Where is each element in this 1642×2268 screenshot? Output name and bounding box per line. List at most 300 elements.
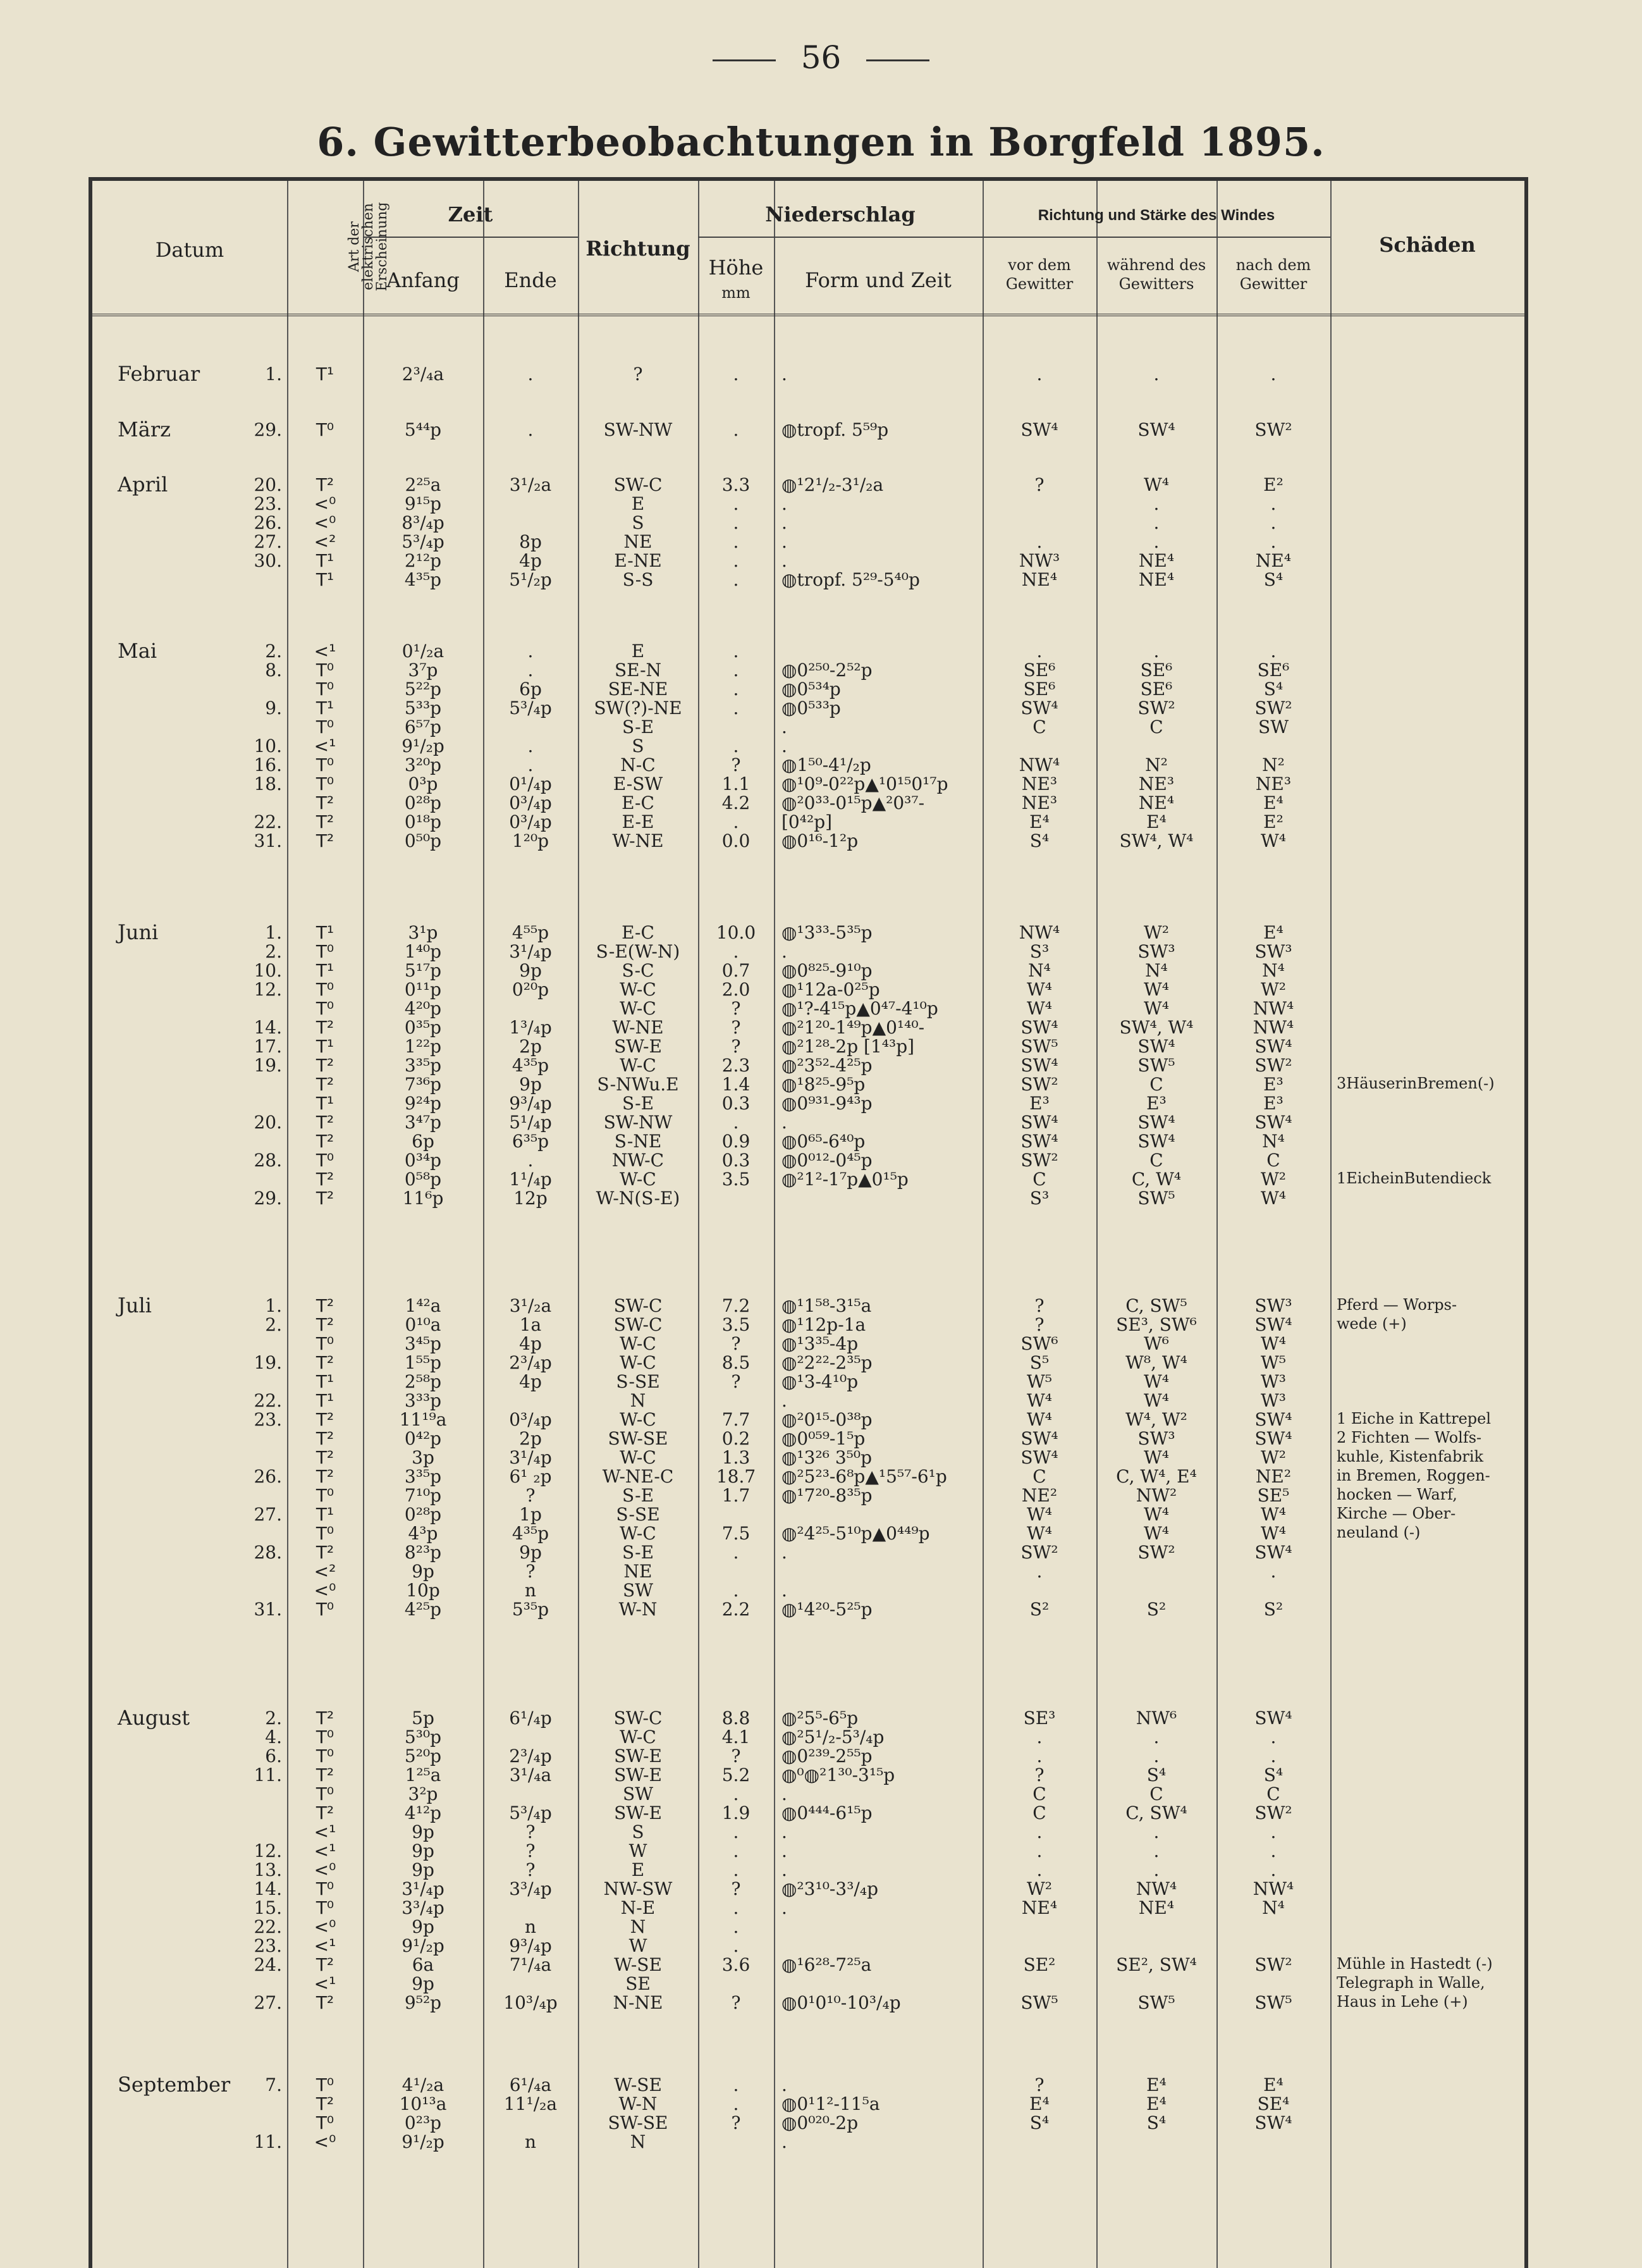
cell-vor: SE⁶ — [1023, 660, 1056, 681]
cell-form: ◍²5⁵-6⁵p — [781, 1708, 859, 1729]
cell-day — [212, 1448, 282, 1467]
cell-vor: S² — [1029, 1599, 1050, 1620]
cell-art: <¹ — [314, 641, 336, 662]
cell-ende: 0¹/₄p — [509, 773, 552, 794]
cell-art: T¹ — [316, 550, 334, 571]
cell-day: 8. — [265, 660, 282, 681]
wind-subrule — [983, 237, 1330, 238]
cell-hoehe: . — [733, 1840, 739, 1861]
cell-vor: SW² — [1020, 1150, 1058, 1171]
cell-schaeden — [1330, 532, 1531, 552]
cell-ende — [483, 513, 578, 533]
cell-waehrend: . — [1153, 1727, 1160, 1747]
cell-anfang: 10¹³a — [399, 2093, 447, 2114]
cell-nach: N² — [1262, 755, 1285, 775]
cell-schaeden — [1330, 1391, 1531, 1410]
cell-day: 12. — [254, 979, 282, 1000]
cell-anfang: 9p — [412, 1859, 434, 1880]
cell-richtung: E — [631, 641, 645, 662]
cell-richtung: S-E — [622, 1542, 654, 1563]
cell-waehrend: N² — [1145, 755, 1168, 775]
cell-art: <¹ — [314, 1973, 336, 1994]
cell-anfang: 3p — [412, 1447, 434, 1468]
cell-day — [212, 1581, 282, 1600]
cell-hoehe — [698, 1562, 774, 1581]
cell-form: ◍0⁸²⁵-9¹⁰p — [781, 960, 873, 981]
cell-nach: SW⁴ — [1254, 1542, 1292, 1563]
cell-waehrend: SW⁴, W⁴ — [1119, 1017, 1194, 1038]
cell-vor — [983, 2132, 1096, 2152]
cell-nach: SW² — [1254, 1803, 1292, 1823]
cell-nach: SW⁴ — [1254, 1409, 1292, 1430]
cell-day: 16. — [254, 755, 282, 775]
cell-schaeden — [1330, 1599, 1531, 1619]
cell-art: T¹ — [316, 698, 334, 718]
cell-richtung: SW-E — [614, 1803, 662, 1823]
cell-form: . — [781, 1112, 787, 1133]
cell-richtung: E-NE — [614, 550, 662, 571]
cell-schaeden — [1330, 551, 1531, 570]
cell-anfang: 3¹p — [408, 922, 438, 943]
cell-art: T⁰ — [316, 717, 334, 737]
cell-art: <¹ — [314, 1840, 336, 1861]
cell-richtung: S-E — [622, 1485, 654, 1506]
cell-richtung: N — [630, 2131, 646, 2152]
table-row — [92, 364, 1524, 384]
cell-richtung: E — [631, 493, 645, 514]
cell-anfang: 9¹/₂p — [401, 2131, 444, 2152]
cell-art: T² — [316, 1352, 334, 1373]
rule-right — [866, 59, 929, 61]
cell-hoehe: 3.6 — [721, 1954, 751, 1975]
cell-nach: W³ — [1260, 1371, 1286, 1392]
cell-form: [0⁴²p] — [781, 811, 833, 832]
cell-schaeden: wede (+) — [1337, 1315, 1407, 1333]
cell-ende: 6³⁵p — [512, 1131, 549, 1152]
cell-ende: 9p — [519, 960, 542, 981]
cell-vor: E³ — [1029, 1093, 1050, 1114]
cell-day: 26. — [254, 1466, 282, 1487]
cell-day — [212, 999, 282, 1018]
cell-ende: 9³/₄p — [509, 1935, 552, 1956]
table-row — [92, 417, 1524, 441]
cell-nach: W⁴ — [1260, 1333, 1286, 1354]
cell-nach: . — [1270, 364, 1277, 385]
cell-richtung: W-SE — [614, 2074, 662, 2095]
cell-nach — [1216, 1581, 1330, 1600]
table-row — [92, 1727, 1524, 1747]
cell-month: September — [118, 2073, 231, 2097]
cell-waehrend: S⁴ — [1146, 2112, 1167, 2133]
cell-form — [774, 1505, 990, 1524]
cell-day: 1. — [265, 1295, 282, 1316]
cell-nach — [1216, 1936, 1330, 1956]
cell-hoehe: . — [733, 736, 739, 756]
cell-day — [212, 570, 282, 589]
cell-anfang: 8²³p — [404, 1542, 442, 1563]
cell-ende: 11¹/₂a — [503, 2093, 558, 2114]
cell-anfang: 3³/₄p — [401, 1897, 444, 1918]
cell-hoehe: 4.2 — [721, 792, 751, 813]
cell-ende: 10³/₄p — [503, 1992, 558, 2013]
cell-nach: . — [1270, 641, 1277, 662]
cell-waehrend — [1096, 1936, 1216, 1956]
cell-schaeden — [1330, 1917, 1531, 1937]
cell-richtung: S — [632, 1821, 644, 1842]
cell-anfang: 9¹⁵p — [404, 493, 442, 514]
page-title: 6. Gewitterbeobachtungen in Borgfeld 1895. — [317, 119, 1325, 165]
cell-waehrend: SW² — [1137, 1542, 1175, 1563]
cell-form: . — [781, 1580, 787, 1601]
cell-day: 12. — [254, 1840, 282, 1861]
cell-hoehe: ? — [731, 1992, 741, 2013]
cell-richtung: S — [632, 512, 644, 533]
cell-richtung: SW-NW — [603, 419, 673, 440]
cell-hoehe: 0.3 — [721, 1150, 751, 1171]
cell-ende — [483, 494, 578, 514]
cell-anfang: 2¹²p — [404, 550, 442, 571]
cell-schaeden — [1330, 1094, 1531, 1113]
table-row — [92, 1746, 1524, 1766]
table-row — [92, 774, 1524, 794]
cell-hoehe — [698, 2132, 774, 2152]
cell-schaeden — [1330, 1803, 1531, 1823]
cell-richtung: N — [630, 1390, 646, 1411]
cell-schaeden — [1330, 755, 1531, 775]
cell-form: ◍0⁴⁴⁴-6¹⁵p — [781, 1803, 873, 1823]
cell-schaeden — [1330, 1841, 1531, 1861]
cell-day: 20. — [254, 1112, 282, 1133]
cell-day: 7. — [265, 2074, 282, 2095]
cell-richtung: W-C — [620, 1055, 656, 1076]
cell-hoehe: 0.9 — [721, 1131, 751, 1152]
cell-vor: SW⁴ — [1020, 1447, 1058, 1468]
table-row — [92, 1581, 1524, 1600]
cell-vor — [983, 1936, 1096, 1956]
cell-ende: 4³⁵p — [512, 1523, 549, 1544]
cell-art: T² — [316, 1409, 334, 1430]
cell-form: ◍0⁵³³p — [781, 698, 841, 718]
cell-richtung: E — [631, 1859, 645, 1880]
cell-richtung: W-C — [620, 1727, 656, 1747]
cell-month: Mai — [118, 639, 157, 663]
table-row — [92, 1075, 1524, 1094]
cell-ende: . — [527, 755, 534, 775]
cell-vor: W⁴ — [1026, 1390, 1052, 1411]
cell-ende: n — [524, 2131, 537, 2152]
cell-richtung: W-NE-C — [602, 1466, 674, 1487]
cell-hoehe: 8.5 — [721, 1352, 751, 1373]
cell-day — [212, 1974, 282, 1994]
cell-form: ◍¹3³³-5³⁵p — [781, 922, 873, 943]
cell-nach: SW² — [1254, 419, 1292, 440]
cell-richtung: SW-C — [613, 474, 663, 495]
cell-form: ◍¹12p-1a — [781, 1314, 866, 1335]
cell-ende: 9³/₄p — [509, 1093, 552, 1114]
cell-form: ◍²1²⁸-2p [1⁴³p] — [781, 1036, 915, 1057]
cell-art: T¹ — [316, 922, 334, 943]
cell-anfang: 6p — [412, 1131, 434, 1152]
cell-anfang: 3³⁵p — [404, 1055, 442, 1076]
cell-anfang: 2³/₄a — [401, 364, 444, 385]
cell-anfang: 9¹/₂p — [401, 1935, 444, 1956]
cell-anfang: 1⁴⁰p — [404, 941, 442, 962]
cell-hoehe: ? — [731, 1371, 741, 1392]
cell-nach: SW⁴ — [1254, 2112, 1292, 2133]
cell-vor — [983, 736, 1096, 756]
cell-schaeden — [1330, 641, 1531, 661]
cell-ende: . — [527, 736, 534, 756]
cell-hoehe: 1.7 — [721, 1485, 751, 1506]
cell-ende: 0³/₄p — [509, 792, 552, 813]
cell-day: 29. — [254, 1188, 282, 1209]
table-row — [92, 1467, 1524, 1486]
cell-waehrend: E⁴ — [1146, 811, 1167, 832]
cell-month: Juni — [118, 920, 159, 944]
cell-hoehe: 2.2 — [721, 1599, 751, 1620]
cell-hoehe: 0.7 — [721, 960, 751, 981]
cell-anfang: 0²³p — [404, 2112, 442, 2133]
cell-day: 23. — [254, 1409, 282, 1430]
cell-anfang: 0⁵⁸p — [404, 1169, 442, 1190]
cell-hoehe: . — [733, 941, 739, 962]
cell-vor: NE² — [1021, 1485, 1058, 1506]
cell-form: . — [781, 1784, 787, 1804]
cell-nach: N⁴ — [1262, 1131, 1285, 1152]
cell-richtung: SW-C — [613, 1708, 663, 1729]
cell-vor: NE⁴ — [1021, 1897, 1058, 1918]
header-form-zeit: Form und Zeit — [805, 268, 952, 292]
cell-anfang: 5³⁰p — [404, 1727, 442, 1747]
cell-waehrend: SE⁶ — [1140, 660, 1173, 681]
cell-anfang: 9p — [412, 1973, 434, 1994]
cell-art: <⁰ — [314, 1580, 336, 1601]
cell-form — [774, 1188, 990, 1208]
cell-vor: ? — [1034, 1765, 1045, 1785]
cell-anfang: 5¹⁷p — [404, 960, 442, 981]
cell-form: ◍²3⁵²-4²⁵p — [781, 1055, 873, 1076]
table-row — [92, 1150, 1524, 1170]
table-row — [92, 698, 1524, 718]
cell-day — [212, 793, 282, 813]
cell-day: 14. — [254, 1017, 282, 1038]
cell-schaeden: 1EicheinButendieck — [1337, 1169, 1492, 1187]
cell-hoehe: 2.3 — [721, 1055, 751, 1076]
cell-ende: 8p — [519, 531, 542, 552]
cell-richtung: SW — [623, 1580, 653, 1601]
cell-waehrend: . — [1153, 493, 1160, 514]
cell-nach — [1216, 736, 1330, 756]
cell-day: 14. — [254, 1878, 282, 1899]
cell-waehrend: NW⁶ — [1136, 1708, 1177, 1729]
header-hoehe-unit: mm — [721, 284, 751, 302]
cell-anfang: 0²⁸p — [404, 792, 442, 813]
cell-art: T² — [316, 1466, 334, 1487]
cell-richtung: W-C — [620, 1523, 656, 1544]
table-row — [92, 1486, 1524, 1505]
cell-ende: 0³/₄p — [509, 811, 552, 832]
cell-hoehe: 7.7 — [721, 1409, 751, 1430]
cell-day — [212, 1562, 282, 1581]
cell-ende: 5³/₄p — [509, 698, 552, 718]
cell-art: T⁰ — [316, 1150, 334, 1171]
cell-richtung: W — [628, 1935, 647, 1956]
cell-schaeden — [1330, 774, 1531, 794]
cell-ende: 5³⁵p — [512, 1599, 549, 1620]
cell-art: T² — [316, 1447, 334, 1468]
cell-ende: ? — [525, 1485, 536, 1506]
cell-art: T² — [316, 474, 334, 495]
cell-nach: . — [1270, 531, 1277, 552]
table-row — [92, 942, 1524, 961]
cell-waehrend: NE⁴ — [1138, 1897, 1175, 1918]
cell-ende — [483, 1898, 578, 1918]
cell-nach: W² — [1260, 1447, 1286, 1468]
table-row — [92, 679, 1524, 699]
cell-richtung: W-N(S-E) — [596, 1188, 680, 1209]
cell-day: 19. — [254, 1352, 282, 1373]
cell-day — [212, 1524, 282, 1543]
cell-day: 10. — [254, 960, 282, 981]
cell-anfang: 1²²p — [404, 1036, 442, 1057]
cell-ende: 4p — [519, 1371, 542, 1392]
cell-hoehe: . — [733, 1784, 739, 1804]
cell-day: 27. — [254, 531, 282, 552]
cell-form: ◍0²³⁹-2⁵⁵p — [781, 1746, 873, 1766]
cell-richtung: W-C — [620, 1352, 656, 1373]
table-row — [92, 1974, 1524, 1994]
cell-form — [774, 1562, 990, 1581]
cell-richtung: NW-SW — [603, 1878, 673, 1899]
cell-vor: SE⁶ — [1023, 679, 1056, 700]
cell-vor: E⁴ — [1029, 811, 1050, 832]
cell-nach: N⁴ — [1262, 960, 1285, 981]
cell-hoehe: 3.3 — [721, 474, 751, 495]
cell-hoehe: 7.2 — [721, 1295, 751, 1316]
cell-anfang: 5²²p — [404, 679, 442, 700]
cell-vor: . — [1036, 1840, 1043, 1861]
cell-anfang: 4²⁰p — [404, 998, 442, 1019]
cell-schaeden — [1330, 942, 1531, 961]
table-row — [92, 2075, 1524, 2095]
cell-anfang: 0³p — [408, 773, 438, 794]
cell-hoehe: 3.5 — [721, 1169, 751, 1190]
cell-vor: S⁵ — [1029, 1352, 1050, 1373]
cell-nach: E⁴ — [1263, 792, 1284, 813]
cell-form: ◍0⁹³¹-9⁴³p — [781, 1093, 873, 1114]
cell-nach: SW — [1258, 717, 1289, 737]
cell-nach: . — [1270, 1746, 1277, 1766]
cell-nach: S⁴ — [1263, 1765, 1284, 1785]
cell-hoehe: . — [733, 811, 739, 832]
cell-art: T² — [316, 1131, 334, 1152]
cell-day: 10. — [254, 736, 282, 756]
cell-hoehe: . — [733, 679, 739, 700]
cell-art: T⁰ — [316, 660, 334, 681]
cell-vor: C — [1032, 1169, 1046, 1190]
cell-art: T² — [316, 2093, 334, 2114]
cell-hoehe: . — [733, 569, 739, 590]
cell-nach: E⁴ — [1263, 922, 1284, 943]
cell-schaeden — [1330, 812, 1531, 832]
cell-anfang: 4¹²p — [404, 1803, 442, 1823]
cell-day: 18. — [254, 773, 282, 794]
cell-waehrend: SE⁶ — [1140, 679, 1173, 700]
cell-day: 2. — [265, 1314, 282, 1335]
cell-hoehe: . — [733, 1112, 739, 1133]
cell-anfang: 6a — [412, 1954, 434, 1975]
cell-schaeden — [1330, 1353, 1531, 1372]
cell-schaeden — [1330, 1784, 1531, 1804]
cell-nach: . — [1270, 1821, 1277, 1842]
cell-vor: SW⁵ — [1020, 1992, 1058, 2013]
cell-form: . — [781, 1859, 787, 1880]
cell-vor: E⁴ — [1029, 2093, 1050, 2114]
cell-day: 27. — [254, 1992, 282, 2013]
cell-waehrend: W⁴ — [1143, 998, 1169, 1019]
cell-schaeden: 1 Eiche in Kattrepel — [1337, 1410, 1492, 1427]
cell-richtung: SW-C — [613, 1295, 663, 1316]
cell-schaeden — [1330, 2075, 1531, 2095]
cell-schaeden — [1330, 1131, 1531, 1151]
cell-waehrend: . — [1153, 512, 1160, 533]
cell-vor: S⁴ — [1029, 2112, 1050, 2133]
table-row — [92, 1448, 1524, 1467]
cell-form: ◍¹7²⁰-8³⁵p — [781, 1485, 873, 1506]
cell-ende: 1¹/₄p — [509, 1169, 552, 1190]
cell-day: 15. — [254, 1897, 282, 1918]
cell-form: ◍0⁰¹²-0⁴⁵p — [781, 1150, 873, 1171]
cell-anfang: 1⁴²a — [405, 1295, 441, 1316]
table-row — [92, 736, 1524, 756]
header-art: Art der elektrischen Erscheinung — [346, 202, 390, 292]
cell-richtung: SW-E — [614, 1036, 662, 1057]
cell-vor: W⁴ — [1026, 1523, 1052, 1544]
cell-hoehe: 3.5 — [721, 1314, 751, 1335]
cell-nach: E⁴ — [1263, 2074, 1284, 2095]
cell-hoehe: . — [733, 493, 739, 514]
cell-form: ◍²0³³-0¹⁵p▲²0³⁷- — [781, 792, 925, 813]
table-row — [92, 1037, 1524, 1056]
cell-hoehe — [698, 1505, 774, 1524]
table-row — [92, 717, 1524, 737]
cell-anfang: 1⁵⁵p — [404, 1352, 442, 1373]
cell-vor: S³ — [1029, 1188, 1050, 1209]
cell-art: T² — [316, 1017, 334, 1038]
cell-hoehe: . — [733, 641, 739, 662]
cell-anfang: 5⁴⁴p — [404, 419, 442, 440]
cell-richtung: SE-NE — [608, 679, 668, 700]
cell-nach: SW³ — [1254, 1295, 1292, 1316]
cell-schaeden — [1330, 1727, 1531, 1747]
cell-waehrend: NW² — [1136, 1485, 1177, 1506]
cell-anfang: 11⁶p — [402, 1188, 444, 1209]
table-row — [92, 1391, 1524, 1410]
cell-vor: C — [1032, 1466, 1046, 1487]
cell-nach: NE² — [1255, 1466, 1292, 1487]
cell-vor: C — [1032, 1803, 1046, 1823]
table-row — [92, 1524, 1524, 1543]
cell-waehrend: . — [1153, 364, 1160, 385]
cell-schaeden: 3HäuserinBremen(-) — [1337, 1075, 1495, 1092]
cell-form: ◍¹0⁹-0²²p▲¹0¹⁵0¹⁷p — [781, 773, 948, 794]
cell-waehrend: W² — [1143, 922, 1169, 943]
cell-art: T² — [316, 1295, 334, 1316]
cell-waehrend: SW² — [1137, 698, 1175, 718]
cell-schaeden — [1330, 717, 1531, 737]
cell-ende: 7¹/₄a — [509, 1954, 552, 1975]
table-row — [92, 513, 1524, 533]
